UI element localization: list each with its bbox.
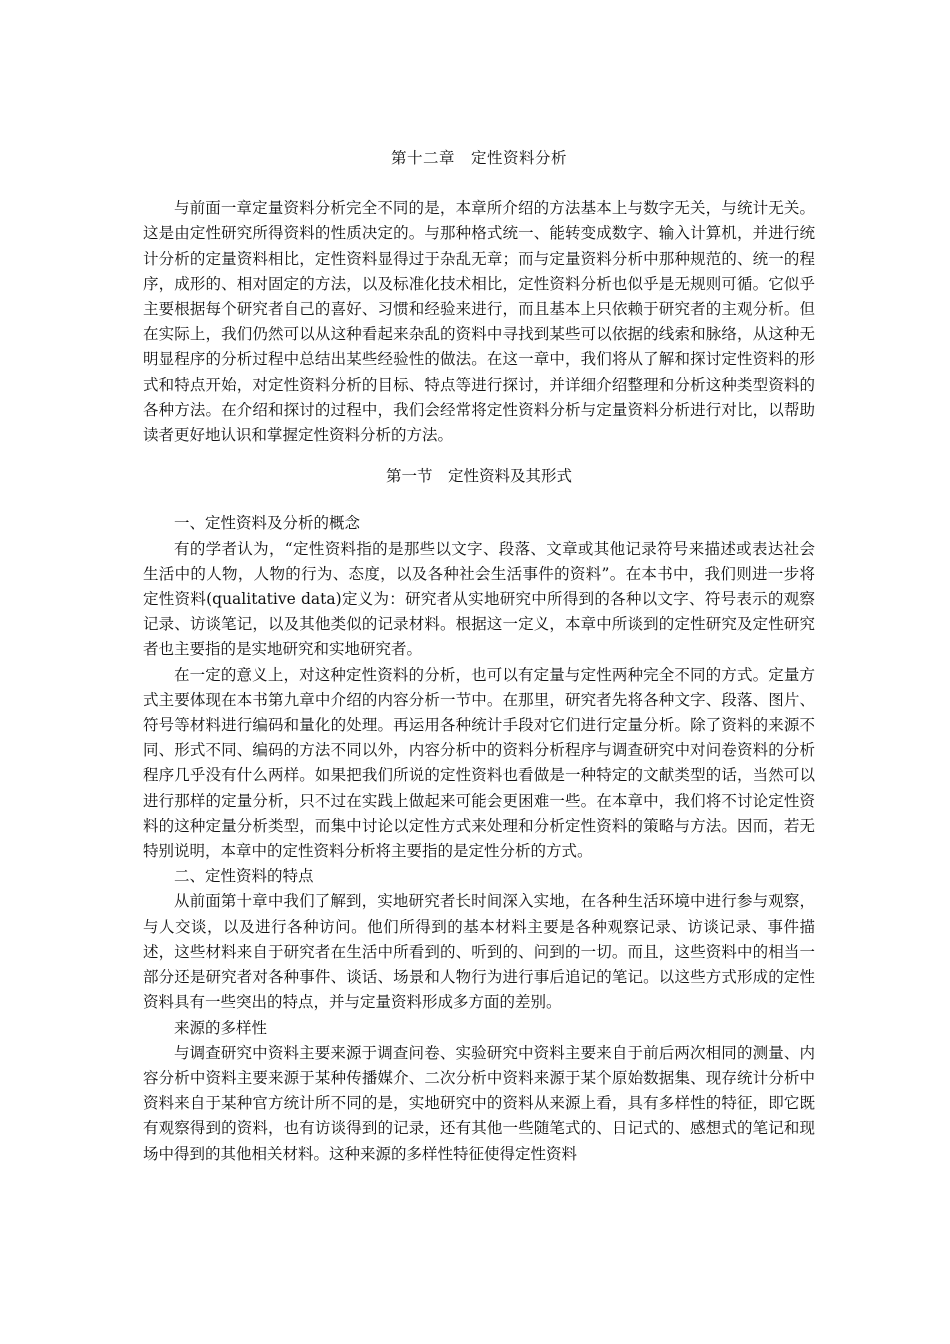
paragraph-features: 从前面第十章中我们了解到，实地研究者长时间深入实地，在各种生活环境中进行参与观察，与人交谈，以及进行各种访问。他们所得到的基本材料主要是各种观察记录、访谈记录、事件描述，这些材料来自于研究者在生活中所看到的、听到的、问到的一切。而且，这些资料中的相当一部分还是研究者对各种事件、谈话、场景和人物行为进行事后追记的笔记。以这些方式形成的定性资料具有一些突出的特点，并与定量资料形成多方面的差别。 xyxy=(143,892,815,1012)
point-heading-diversity: 来源的多样性 xyxy=(174,1018,268,1037)
paragraph-diversity: 与调查研究中资料主要来源于调查问卷、实验研究中资料主要来自于前后两次相同的测量、内容分析中资料主要来源于某种传播媒介、二次分析中资料来源于某个原始数据集、现存统计分析中资料来自于某种官方统计所不同的是，实地研究中的资料从来源上看，具有多样性的特征，即它既有观察得到的资料，也有访谈得到的记录，还有其他一些随笔式的、日记式的、感想式的笔记和现场中得到的其他相关材料。这种来源的多样性特征使得定性资料 xyxy=(143,1043,815,1163)
subsection-heading-features: 二、定性资料的特点 xyxy=(174,867,314,886)
chapter-title: 第十二章 定性资料分析 xyxy=(390,149,567,167)
chapter-intro-paragraph: 与前面一章定量资料分析完全不同的是，本章所介绍的方法基本上与数字无关，与统计无关。这是由定性研究所得资料的性质决定的。与那种格式统一、能转变成数字、输入计算机，并进行统计分析的定量资料相比，定性资料显得过于杂乱无章；而与定量资料分析中那种规范的、统一的程序，成形的、相对固定的方法，以及标准化技术相比，定性资料分析也似乎是无规则可循。它似乎主要根据每个研究者自己的喜好、习惯和经验来进行，而且基本上只依赖于研究者的主观分析。但在实际上，我们仍然可以从这种看起来杂乱的资料中寻找到某些可以依据的线索和脉络，从这种无明显程序的分析过程中总结出某些经验性的做法。在这一章中，我们将从了解和探讨定性资料的形式和特点开始，对定性资料分析的目标、特点等进行探讨，并详细介绍整理和分析这种类型资料的各种方法。在介绍和探讨的过程中，我们会经常将定性资料分析与定量资料分析进行对比，以帮助读者更好地认识和掌握定性资料分析的方法。 xyxy=(143,199,815,445)
section-title: 第一节 定性资料及其形式 xyxy=(385,467,572,486)
subsection-heading-concept: 一、定性资料及分析的概念 xyxy=(174,514,361,533)
paragraph-analysis-modes: 在一定的意义上，对这种定性资料的分析，也可以有定量与定性两种完全不同的方式。定量方式主要体现在本书第九章中介绍的内容分析一节中。在那里，研究者先将各种文字、段落、图片、符号等材料进行编码和量化的处理。再运用各种统计手段对它们进行定量分析。除了资料的来源不同、形式不同、编码的方法不同以外，内容分析中的资料分析程序与调查研究中对问卷资料的分析程序几乎没有什么两样。如果把我们所说的定性资料也看做是一种特定的文献类型的话，当然可以进行那样的定量分析，只不过在实践上做起来可能会更困难一些。在本章中，我们将不讨论定性资料的这种定量分析类型，而集中讨论以定性方式来处理和分析定性资料的策略与方法。因而，若无特别说明，本章中的定性资料分析将主要指的是定性分析的方式。 xyxy=(143,665,815,861)
document-page xyxy=(143,146,815,1167)
paragraph-definition: 有的学者认为，“定性资料指的是那些以文字、段落、文章或其他记录符号来描述或表达社会生活中的人物，人物的行为、态度，以及各种社会生活事件的资料”。在本书中，我们则进一步将定性资料(qualitative data)定义为：研究者从实地研究中所得到的各种以文字、符号表示的观察记录、访谈笔记，以及其他类似的记录材料。根据这一定义，本章中所谈到的定性研究及定性研究者也主要指的是实地研究和实地研究者。 xyxy=(143,539,815,659)
